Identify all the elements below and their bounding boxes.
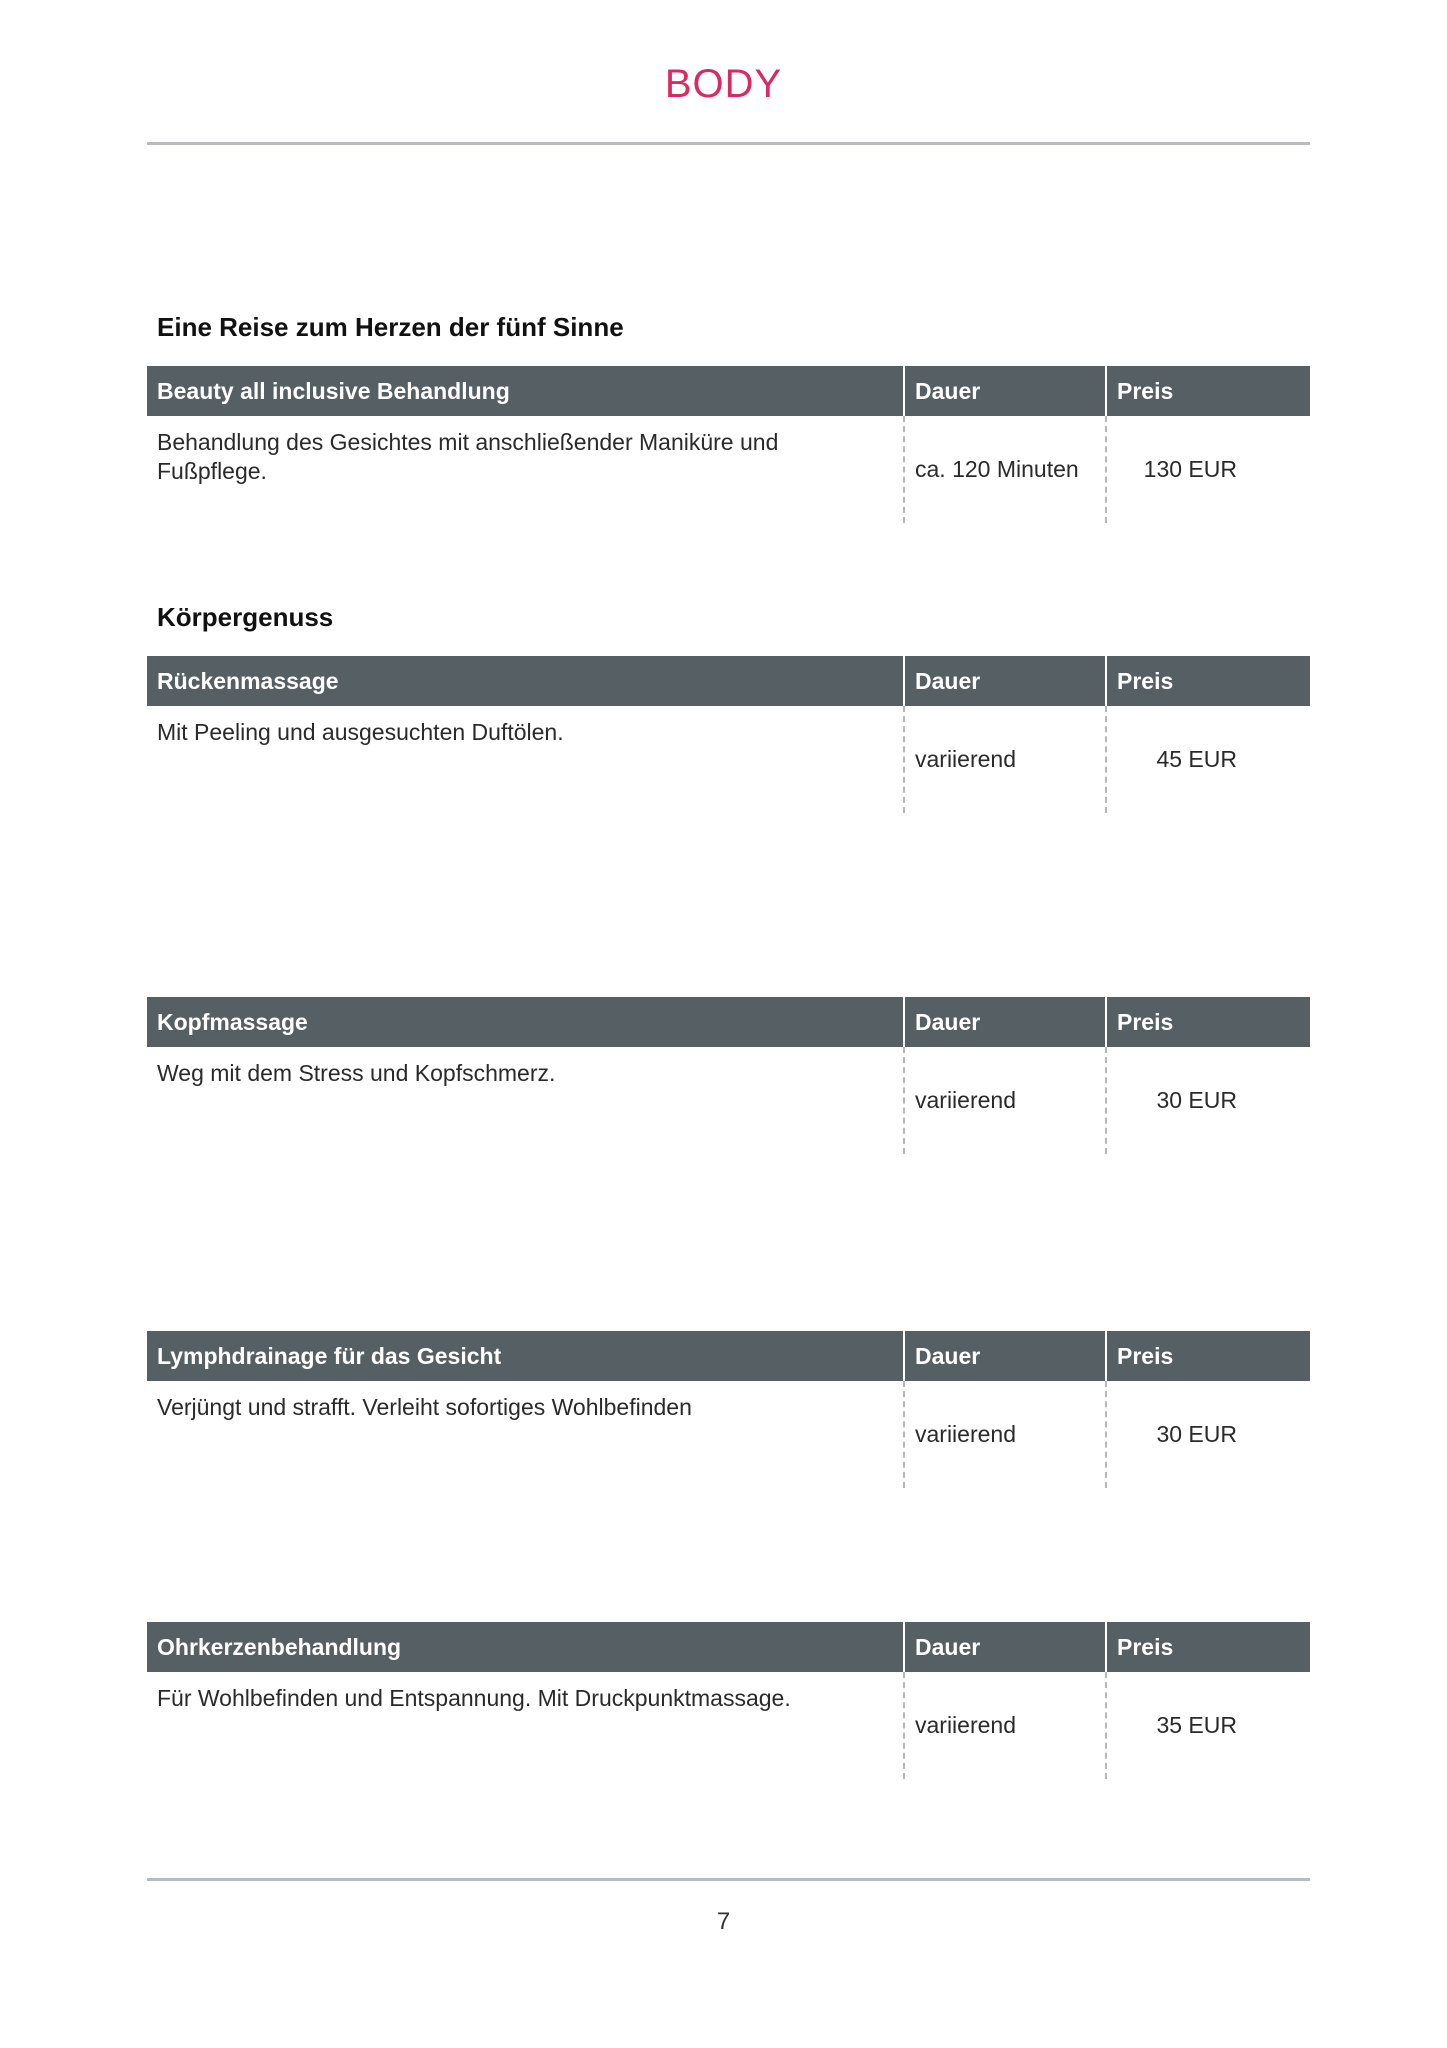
- table-header-row: [147, 656, 1310, 706]
- table-header-row: [147, 366, 1310, 416]
- section-title: Körpergenuss: [157, 602, 334, 632]
- table-row: [147, 1047, 1310, 1154]
- treatment-name: Rückenmassage: [157, 668, 339, 694]
- treatment-price: 130 EUR: [1143, 456, 1237, 482]
- table-header-row: [147, 1622, 1310, 1672]
- treatment-description: Mit Peeling und ausgesuchten Duftölen.: [157, 719, 564, 745]
- section-title: Eine Reise zum Herzen der fünf Sinne: [157, 312, 624, 342]
- treatment-table-lymphdrainage: [147, 1331, 1310, 1488]
- duration-header: Dauer: [915, 1343, 981, 1369]
- duration-header: Dauer: [915, 668, 981, 694]
- treatment-description: Für Wohlbefinden und Entspannung. Mit Druckpunktmassage.: [157, 1685, 791, 1711]
- page-number: 7: [716, 1908, 731, 1935]
- price-header: Preis: [1117, 1343, 1174, 1369]
- treatment-price: 45 EUR: [1156, 746, 1237, 772]
- table-header-row: [147, 997, 1310, 1047]
- duration-header: Dauer: [915, 378, 981, 404]
- treatment-table-beauty-all-inclusive: [147, 366, 1310, 523]
- treatment-price: 30 EUR: [1156, 1087, 1237, 1113]
- treatment-name: Lymphdrainage für das Gesicht: [157, 1343, 502, 1369]
- treatment-table-ohrkerzenbehandlung: [147, 1622, 1310, 1779]
- table-row: [147, 1672, 1310, 1779]
- table-header-row: [147, 1331, 1310, 1381]
- treatment-price: 35 EUR: [1156, 1712, 1237, 1738]
- treatment-description: Weg mit dem Stress und Kopfschmerz.: [157, 1060, 556, 1086]
- treatment-name: Beauty all inclusive Behandlung: [157, 378, 510, 404]
- treatment-description: Behandlung des Gesichtes mit anschließender Maniküre und Fußpflege.: [157, 429, 779, 484]
- table-row: [147, 416, 1310, 523]
- treatment-price: 30 EUR: [1156, 1421, 1237, 1447]
- treatment-duration: variierend: [915, 1421, 1016, 1447]
- treatment-table-kopfmassage: [147, 997, 1310, 1154]
- price-header: Preis: [1117, 668, 1174, 694]
- table-row: [147, 1381, 1310, 1488]
- treatment-duration: variierend: [915, 1087, 1016, 1113]
- treatment-description: Verjüngt und strafft. Verleiht sofortiges Wohlbefinden: [157, 1394, 692, 1420]
- treatment-table-rueckenmassage: [147, 656, 1310, 813]
- treatment-duration: ca. 120 Minuten: [915, 456, 1079, 482]
- treatment-duration: variierend: [915, 746, 1016, 772]
- treatment-duration: variierend: [915, 1712, 1016, 1738]
- treatment-name: Ohrkerzenbehandlung: [157, 1634, 402, 1660]
- duration-header: Dauer: [915, 1634, 981, 1660]
- price-header: Preis: [1117, 1634, 1174, 1660]
- page-title: BODY: [664, 62, 783, 106]
- treatment-name: Kopfmassage: [157, 1009, 308, 1035]
- header-divider: [147, 142, 1310, 145]
- duration-header: Dauer: [915, 1009, 981, 1035]
- price-header: Preis: [1117, 1009, 1174, 1035]
- table-row: [147, 706, 1310, 813]
- price-header: Preis: [1117, 378, 1174, 404]
- footer-divider: [147, 1878, 1310, 1881]
